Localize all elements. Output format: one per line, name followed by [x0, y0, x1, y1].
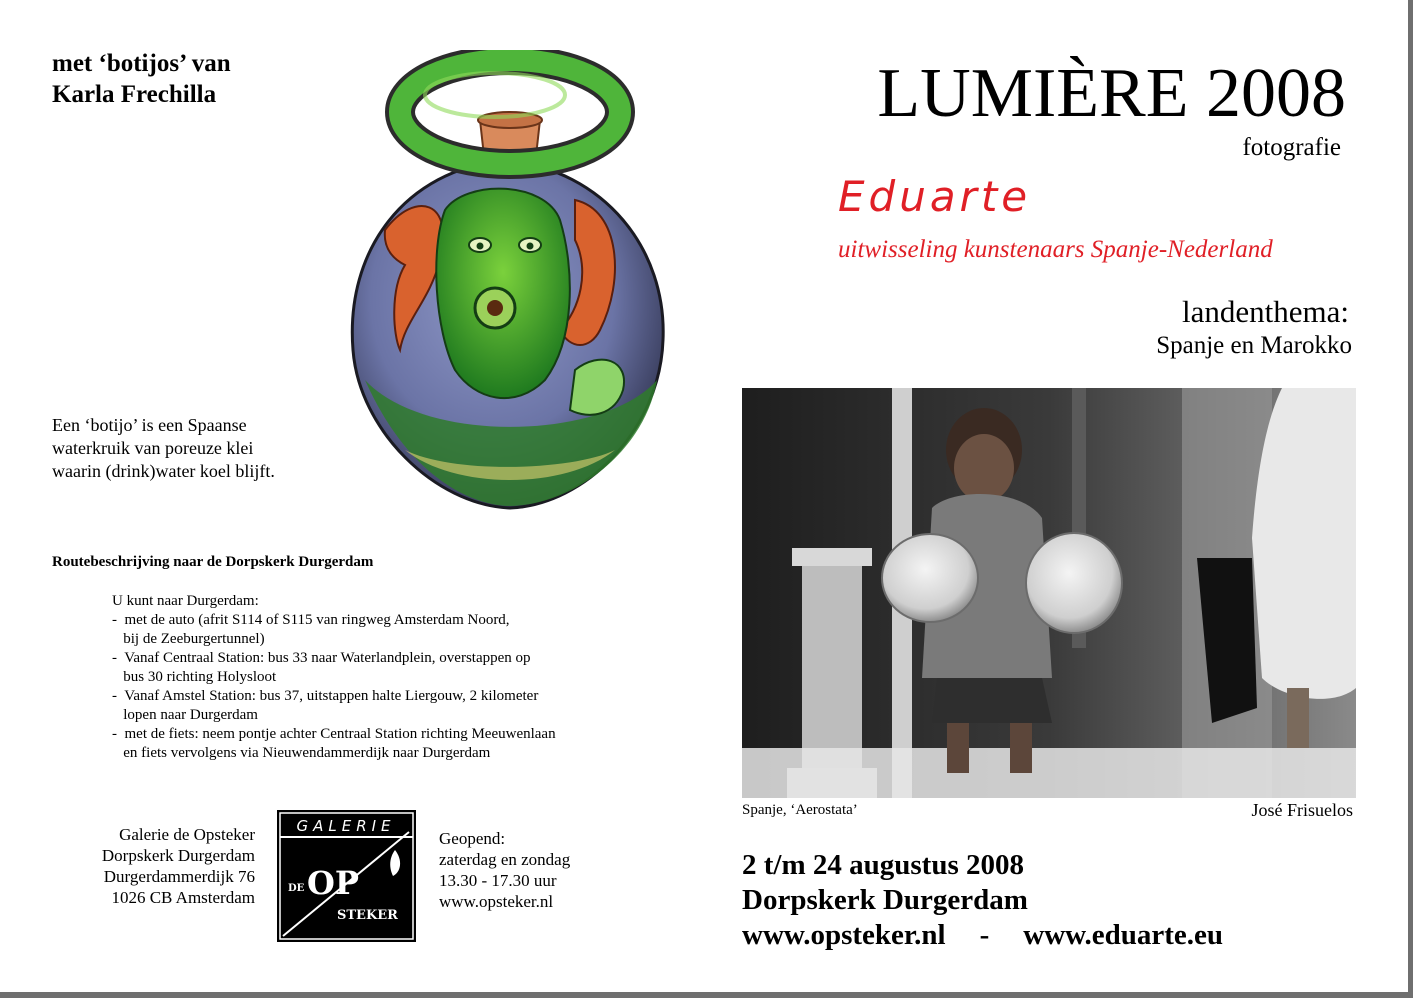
logo-galerie-text: GALERIE [296, 817, 396, 835]
event-venue: Dorpskerk Durgerdam [742, 884, 1028, 916]
website-line [742, 918, 1223, 953]
botijo-description: Een ‘botijo’ is een Spaanse waterkruik van poreuze klei waarin (drink)water koel blijft. [52, 415, 275, 481]
logo-graphic [277, 810, 416, 942]
exhibition-title: LUMIÈRE 2008 [877, 55, 1346, 132]
eduarte-brand: Eduarte [838, 172, 1032, 221]
event-info [742, 848, 1223, 953]
left-heading-line-1: met ‘botijos’ van [52, 50, 231, 77]
route-line: - Vanaf Amstel Station: bus 37, uitstappen halte Liergouw, 2 kilometer [112, 688, 539, 704]
galerie-opsteker-logo [277, 810, 416, 942]
photo-caption: Spanje, ‘Aerostata’ [742, 802, 858, 818]
gallery-address [40, 824, 255, 908]
route-line: - met de fiets: neem pontje achter Centraal Station richting Meeuwenlaan [112, 726, 556, 742]
address-line: Galerie de Opsteker [119, 825, 255, 844]
address-line: Dorpskerk Durgerdam [101, 846, 255, 865]
route-line: - Vanaf Centraal Station: bus 33 naar Waterlandplein, overstappen op [112, 650, 531, 666]
route-line: bij de Zeeburgertunnel) [112, 631, 265, 647]
opening-line: zaterdag en zondag [439, 850, 571, 869]
website-separator: - [979, 919, 990, 951]
route-line: U kunt naar Durgerdam: [112, 593, 259, 609]
route-line: en fiets vervolgens via Nieuwendammerdijk naar Durgerdam [112, 745, 491, 761]
route-line: - met de auto (afrit S114 of S115 van ringweg Amsterdam Noord, [112, 612, 510, 628]
route-title: Routebeschrijving naar de Dorpskerk Durgerdam [52, 554, 374, 570]
logo-steker-text: STEKER [337, 908, 398, 923]
route-line: bus 30 richting Holysloot [112, 669, 277, 685]
theme-value: Spanje en Marokko [1156, 332, 1352, 359]
opening-line: 13.30 - 17.30 uur [439, 871, 557, 890]
address-line: 1026 CB Amsterdam [111, 888, 255, 907]
theme-label: landenthema: [1182, 294, 1349, 329]
photo-graphic [742, 388, 1356, 798]
website-opsteker-link[interactable]: www.opsteker.nl [742, 919, 946, 951]
route-directions [112, 592, 632, 763]
opening-hours [439, 828, 570, 912]
botijo-vase-image [345, 50, 670, 515]
opening-line: Geopend: [439, 829, 506, 848]
route-line: lopen naar Durgerdam [112, 707, 258, 723]
exhibition-subtitle: fotografie [1242, 134, 1341, 161]
address-line: Durgerdammerdijk 76 [103, 867, 255, 886]
left-heading [52, 48, 231, 110]
aerostata-photo [742, 388, 1356, 798]
logo-de-text: DE [288, 883, 305, 894]
left-heading-line-2: Karla Frechilla [52, 81, 217, 108]
logo-op-text: OP [307, 864, 359, 902]
exchange-tagline: uitwisseling kunstenaars Spanje-Nederland [838, 236, 1273, 263]
opening-website: www.opsteker.nl [439, 892, 554, 911]
photo-credit: José Frisuelos [1251, 800, 1353, 820]
event-dates: 2 t/m 24 augustus 2008 [742, 849, 1024, 881]
website-eduarte-link[interactable]: www.eduarte.eu [1023, 919, 1224, 951]
